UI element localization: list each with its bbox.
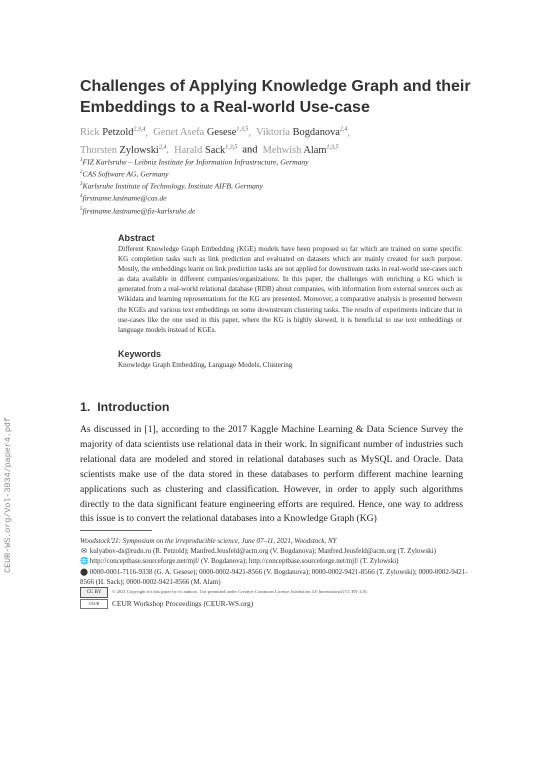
affiliation: $^2$CAS Software AG, Germany bbox=[80, 169, 169, 179]
author: Viktoria Bogdanova$^{2,4}$ bbox=[255, 127, 348, 139]
affiliation: $^4$firstname.lastname@cas.de bbox=[80, 193, 167, 203]
author: Genet Asefa Gesese$^{1,3,5}$ bbox=[153, 127, 249, 139]
paper-title: Challenges of Applying Knowledge Graph and their Embeddings to a Real-world Use-case bbox=[80, 78, 471, 116]
orcid-icon: ⬤ bbox=[80, 567, 88, 576]
author-list: Rick Petzold$^{2,3,4}$, Genet Asefa Gesese$^{1,3,5}$, Viktoria Bogdanova$^{2,4}$, Thorsten Zylowski$^{2,4}$, Harald Sack$^{1,3,5}$ and Mehwish Alam$^{1,3,5}$ bbox=[80, 127, 350, 156]
affiliation: $^1$FIZ Karlsruhe – Leibniz Institute for Information Infrastructure, Germany bbox=[80, 157, 309, 167]
keywords-heading: Keywords bbox=[118, 349, 162, 359]
sidebar-text: CEUR-WS.org/Vol-3034/paper4.pdf bbox=[3, 417, 13, 573]
section-heading bbox=[80, 400, 170, 414]
author: Thorsten Zylowski$^{2,4}$ bbox=[80, 144, 167, 156]
affiliation: $^5$firstname.lastname@fiz-karlsruhe.de bbox=[80, 206, 196, 216]
section-body: As discussed in [1], according to the 2017 Kaggle Machine Learning & Data Science Survey the majority of data scientists use relational data in their work. In significant number of industries such relational data are modeled and stored in relational databases such as MySQL and Oracle. Data scientists make use of the data stored in these databases to perform different machine learning applications such as clustering and classification. However, in order to apply such algorithms directly to the data significant feature engineering efforts are required. Hence, one way to address this issue is to convert the relational databases into a Knowledge Graph (KG) bbox=[80, 424, 463, 525]
footnote-rule bbox=[80, 530, 152, 531]
venue-line: Woodstock'21: Symposium on the irreproducible science, June 07–11, 2021, Woodstock, NY bbox=[80, 537, 337, 545]
footnote bbox=[80, 536, 470, 609]
copyright-text: © 2021 Copyright for this paper by its authors. Use permitted under Creative Commons License Attribution 4.0 International (CC BY 4.0). bbox=[112, 589, 368, 595]
license-line bbox=[80, 587, 470, 598]
email-line: ✉ kulyabov-ds@rudn.ru (R. Petzold); Manfred.Jeusfeld@acm.org (V. Bogdanova); Manfred.Jeusfeld@acm.org (T. Zylowski) bbox=[81, 547, 436, 556]
keywords-block bbox=[118, 349, 462, 370]
orcid-line: ⬤ 0000-0001-7116-9338 (G. A. Gesese); 0000-0002-9421-8566 (V. Bogdanova); 0000-0002-9421-8566 (T. Zylowski); 0000-0002-9421-8566 (H. Sack); 0000-0002-9421-8566 (M. Alam) bbox=[80, 567, 468, 586]
envelope-icon: ✉ bbox=[81, 547, 87, 556]
ceur-line bbox=[80, 599, 470, 609]
affiliation: $^3$Karlsruhe Institute of Technology, Institute AIFB, Germany bbox=[80, 181, 264, 191]
affiliations bbox=[80, 156, 480, 217]
section-title: Introduction bbox=[97, 400, 170, 414]
author: Harald Sack$^{1,3,5}$ bbox=[174, 144, 238, 156]
arxiv-sidebar bbox=[0, 400, 16, 590]
and-word: and bbox=[242, 144, 258, 156]
cc-license-icon: CC BY bbox=[80, 587, 108, 598]
author: Mehwish Alam$^{1,3,5}$ bbox=[262, 144, 339, 156]
abstract-text: Different Knowledge Graph Embedding (KGE) models have been proposed so far which are trained on some specific KG completion tasks such as link prediction and evaluated on datasets which are mainly created for such purpose. Mostly, the embeddings learnt on link prediction tasks are not applied for downstream tasks in real-world use-cases such as data available in different companies/organizations. In this paper, the challenges with enriching a KG which is generated from a real-world relational database (RDB) about companies, with information from external sources such as Wikidata and learning representations for the KG are presented. Moreover, a comparative analysis is presented between the KGEs and various text embeddings on some downstream clustering tasks. The results of experiments indicate that in use-cases like the one used in this paper, where the KG is highly skewed, it is beneficial to use text embeddings or language models instead of KGEs. bbox=[118, 245, 462, 334]
keywords-text: Knowledge Graph Embedding, Language Models, Clustering bbox=[118, 361, 293, 369]
abstract-block bbox=[118, 233, 462, 335]
section-number: 1. bbox=[80, 400, 91, 414]
ceur-text: CEUR Workshop Proceedings (CEUR-WS.org) bbox=[112, 599, 254, 609]
url-line: 🌐 http://conceptbase.sourceforge.net/mjf/ (V. Bogdanova); http://conceptbase.sourceforge.net/mjf/ (T. Zylowski) bbox=[80, 557, 399, 566]
ceur-logo-icon: CEUR bbox=[80, 599, 108, 609]
globe-icon: 🌐 bbox=[80, 557, 89, 566]
abstract-heading: Abstract bbox=[118, 233, 155, 243]
author: Rick Petzold$^{2,3,4}$ bbox=[80, 127, 146, 139]
